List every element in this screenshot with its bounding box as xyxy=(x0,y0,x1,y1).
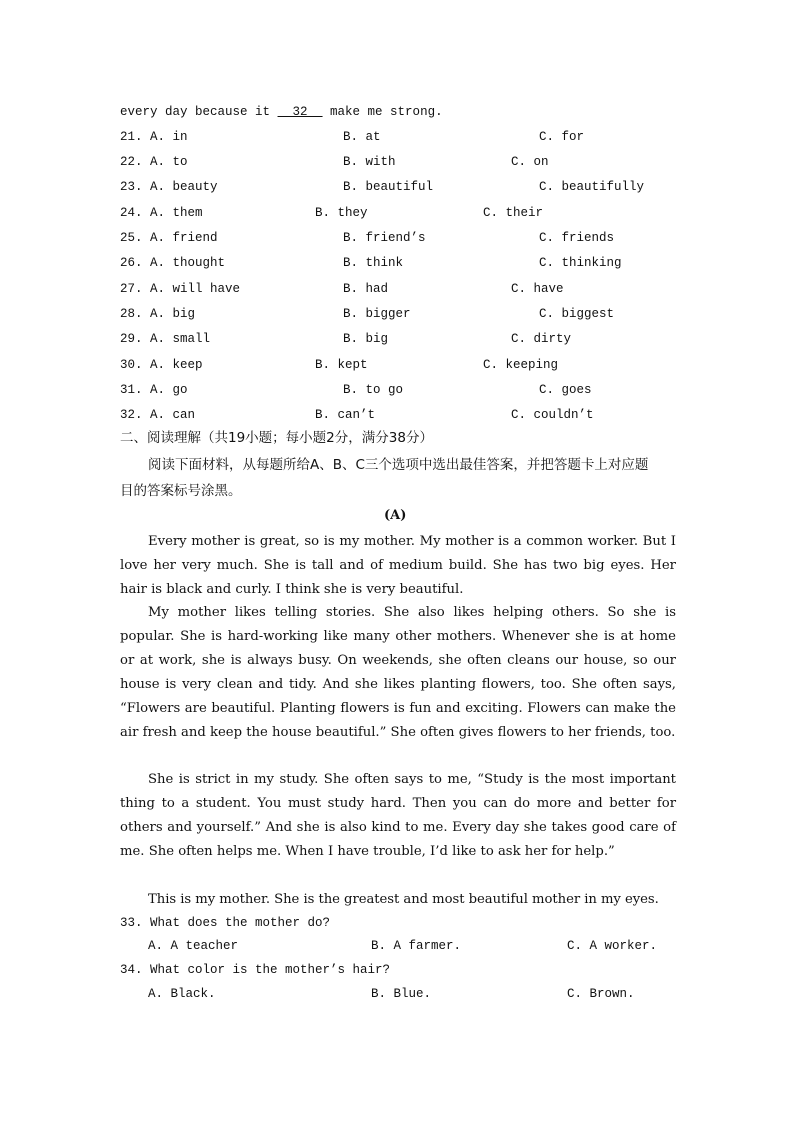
question-number: 22. xyxy=(120,155,143,169)
question-34-choice-a: A. Black. xyxy=(148,987,216,1001)
passage-paragraph-1: Every mother is great, so is my mother. My mother is a common worker. But I love her very much. She is tall and of medium build. She has two big eyes. Her hair is black and curly. I think she is very beautiful. xyxy=(120,534,676,597)
question-33-choice-b: B. A farmer. xyxy=(371,939,462,953)
question-34-choice-c: C. Brown. xyxy=(567,987,635,1001)
choice-a: A. beauty xyxy=(150,180,218,194)
choice-b: B. had xyxy=(343,282,389,296)
passage-title: (A) xyxy=(384,508,407,523)
question-34-stem: 34. What color is the mother’s hair? xyxy=(120,963,391,977)
option-row-29 xyxy=(120,331,210,347)
choice-a: A. small xyxy=(150,332,211,346)
choice-a: A. thought xyxy=(150,256,226,270)
option-row-25 xyxy=(120,230,218,246)
passage-paragraph-2: My mother likes telling stories. She also likes helping others. So she is popular. She is hard-working like many other mothers. Whenever she is at home or at work, she is always busy. On weekends, she often cleans our house, so our house is very clean and tidy. And she likes planting flowers, too. She often says, “Flowers are beautiful. Planting flowers is fun and exciting. Flowers can make the air fresh and keep the house beautiful.” She often gives flowers to her friends, too. xyxy=(120,605,676,740)
question-number: 28. xyxy=(120,307,143,321)
option-row-32 xyxy=(120,407,195,423)
choice-b: B. they xyxy=(315,206,368,220)
choice-a: A. friend xyxy=(150,231,218,245)
choice-b: B. kept xyxy=(315,358,368,372)
choice-b: B. think xyxy=(343,256,404,270)
question-number: 32. xyxy=(120,408,143,422)
choice-b: B. big xyxy=(343,332,389,346)
choice-b: B. to go xyxy=(343,383,404,397)
choice-b: B. friend’s xyxy=(343,231,426,245)
section-instruction: 阅读下面材料，从每题所给A、B、C三个选项中选出最佳答案，并把答题卡上对应题 xyxy=(148,457,649,473)
question-number: 24. xyxy=(120,206,143,220)
choice-b: B. with xyxy=(343,155,396,169)
lead-line xyxy=(120,104,443,120)
option-row-30 xyxy=(120,357,203,373)
choice-b: B. at xyxy=(343,130,381,144)
choice-a: A. keep xyxy=(150,358,203,372)
question-number: 26. xyxy=(120,256,143,270)
section-instruction-cont: 目的答案标号涂黑。 xyxy=(120,483,242,499)
choice-c: C. dirty xyxy=(511,332,572,346)
choice-a: A. to xyxy=(150,155,188,169)
choice-c: C. for xyxy=(539,130,585,144)
option-row-23 xyxy=(120,179,218,195)
choice-a: A. in xyxy=(150,130,188,144)
choice-a: A. can xyxy=(150,408,196,422)
choice-c: C. goes xyxy=(539,383,592,397)
choice-c: C. couldn’t xyxy=(511,408,594,422)
choice-c: C. friends xyxy=(539,231,615,245)
choice-c: C. biggest xyxy=(539,307,615,321)
option-row-31 xyxy=(120,382,188,398)
question-33-stem: 33. What does the mother do? xyxy=(120,916,331,930)
choice-a: A. go xyxy=(150,383,188,397)
question-number: 25. xyxy=(120,231,143,245)
choice-c: C. on xyxy=(511,155,549,169)
option-row-22 xyxy=(120,154,188,170)
question-33-choice-c: C. A worker. xyxy=(567,939,658,953)
option-row-27 xyxy=(120,281,240,297)
lead-line-text-end: make me strong. xyxy=(322,105,443,119)
option-row-24 xyxy=(120,205,203,221)
choice-a: A. big xyxy=(150,307,196,321)
choice-c: C. thinking xyxy=(539,256,622,270)
passage-paragraph-3: She is strict in my study. She often says to me, “Study is the most important thing to a student. You must study hard. Then you can do more and better for others and yourself.” And she is also kind to me. Every day she takes good care of me. She often helps me. When I have trouble, I’d like to ask her for help.” xyxy=(120,772,676,859)
choice-c: C. beautifully xyxy=(539,180,645,194)
question-number: 27. xyxy=(120,282,143,296)
question-33-choice-a: A. A teacher xyxy=(148,939,239,953)
option-row-21 xyxy=(120,129,188,145)
choice-b: B. can’t xyxy=(315,408,376,422)
question-number: 21. xyxy=(120,130,143,144)
passage-paragraph-4: This is my mother. She is the greatest and most beautiful mother in my eyes. xyxy=(148,892,659,907)
question-number: 31. xyxy=(120,383,143,397)
question-number: 29. xyxy=(120,332,143,346)
option-row-28 xyxy=(120,306,195,322)
choice-b: B. beautiful xyxy=(343,180,434,194)
section-heading: 二、阅读理解（共19小题；每小题2分，满分38分） xyxy=(120,430,433,446)
option-row-26 xyxy=(120,255,225,271)
choice-c: C. have xyxy=(511,282,564,296)
question-34-choice-b: B. Blue. xyxy=(371,987,432,1001)
choice-c: C. keeping xyxy=(483,358,559,372)
choice-a: A. will have xyxy=(150,282,241,296)
question-number: 30. xyxy=(120,358,143,372)
blank-32: 32 xyxy=(277,105,323,119)
lead-line-text: every day because it xyxy=(120,105,278,119)
choice-b: B. bigger xyxy=(343,307,411,321)
question-number: 23. xyxy=(120,180,143,194)
choice-a: A. them xyxy=(150,206,203,220)
choice-c: C. their xyxy=(483,206,544,220)
